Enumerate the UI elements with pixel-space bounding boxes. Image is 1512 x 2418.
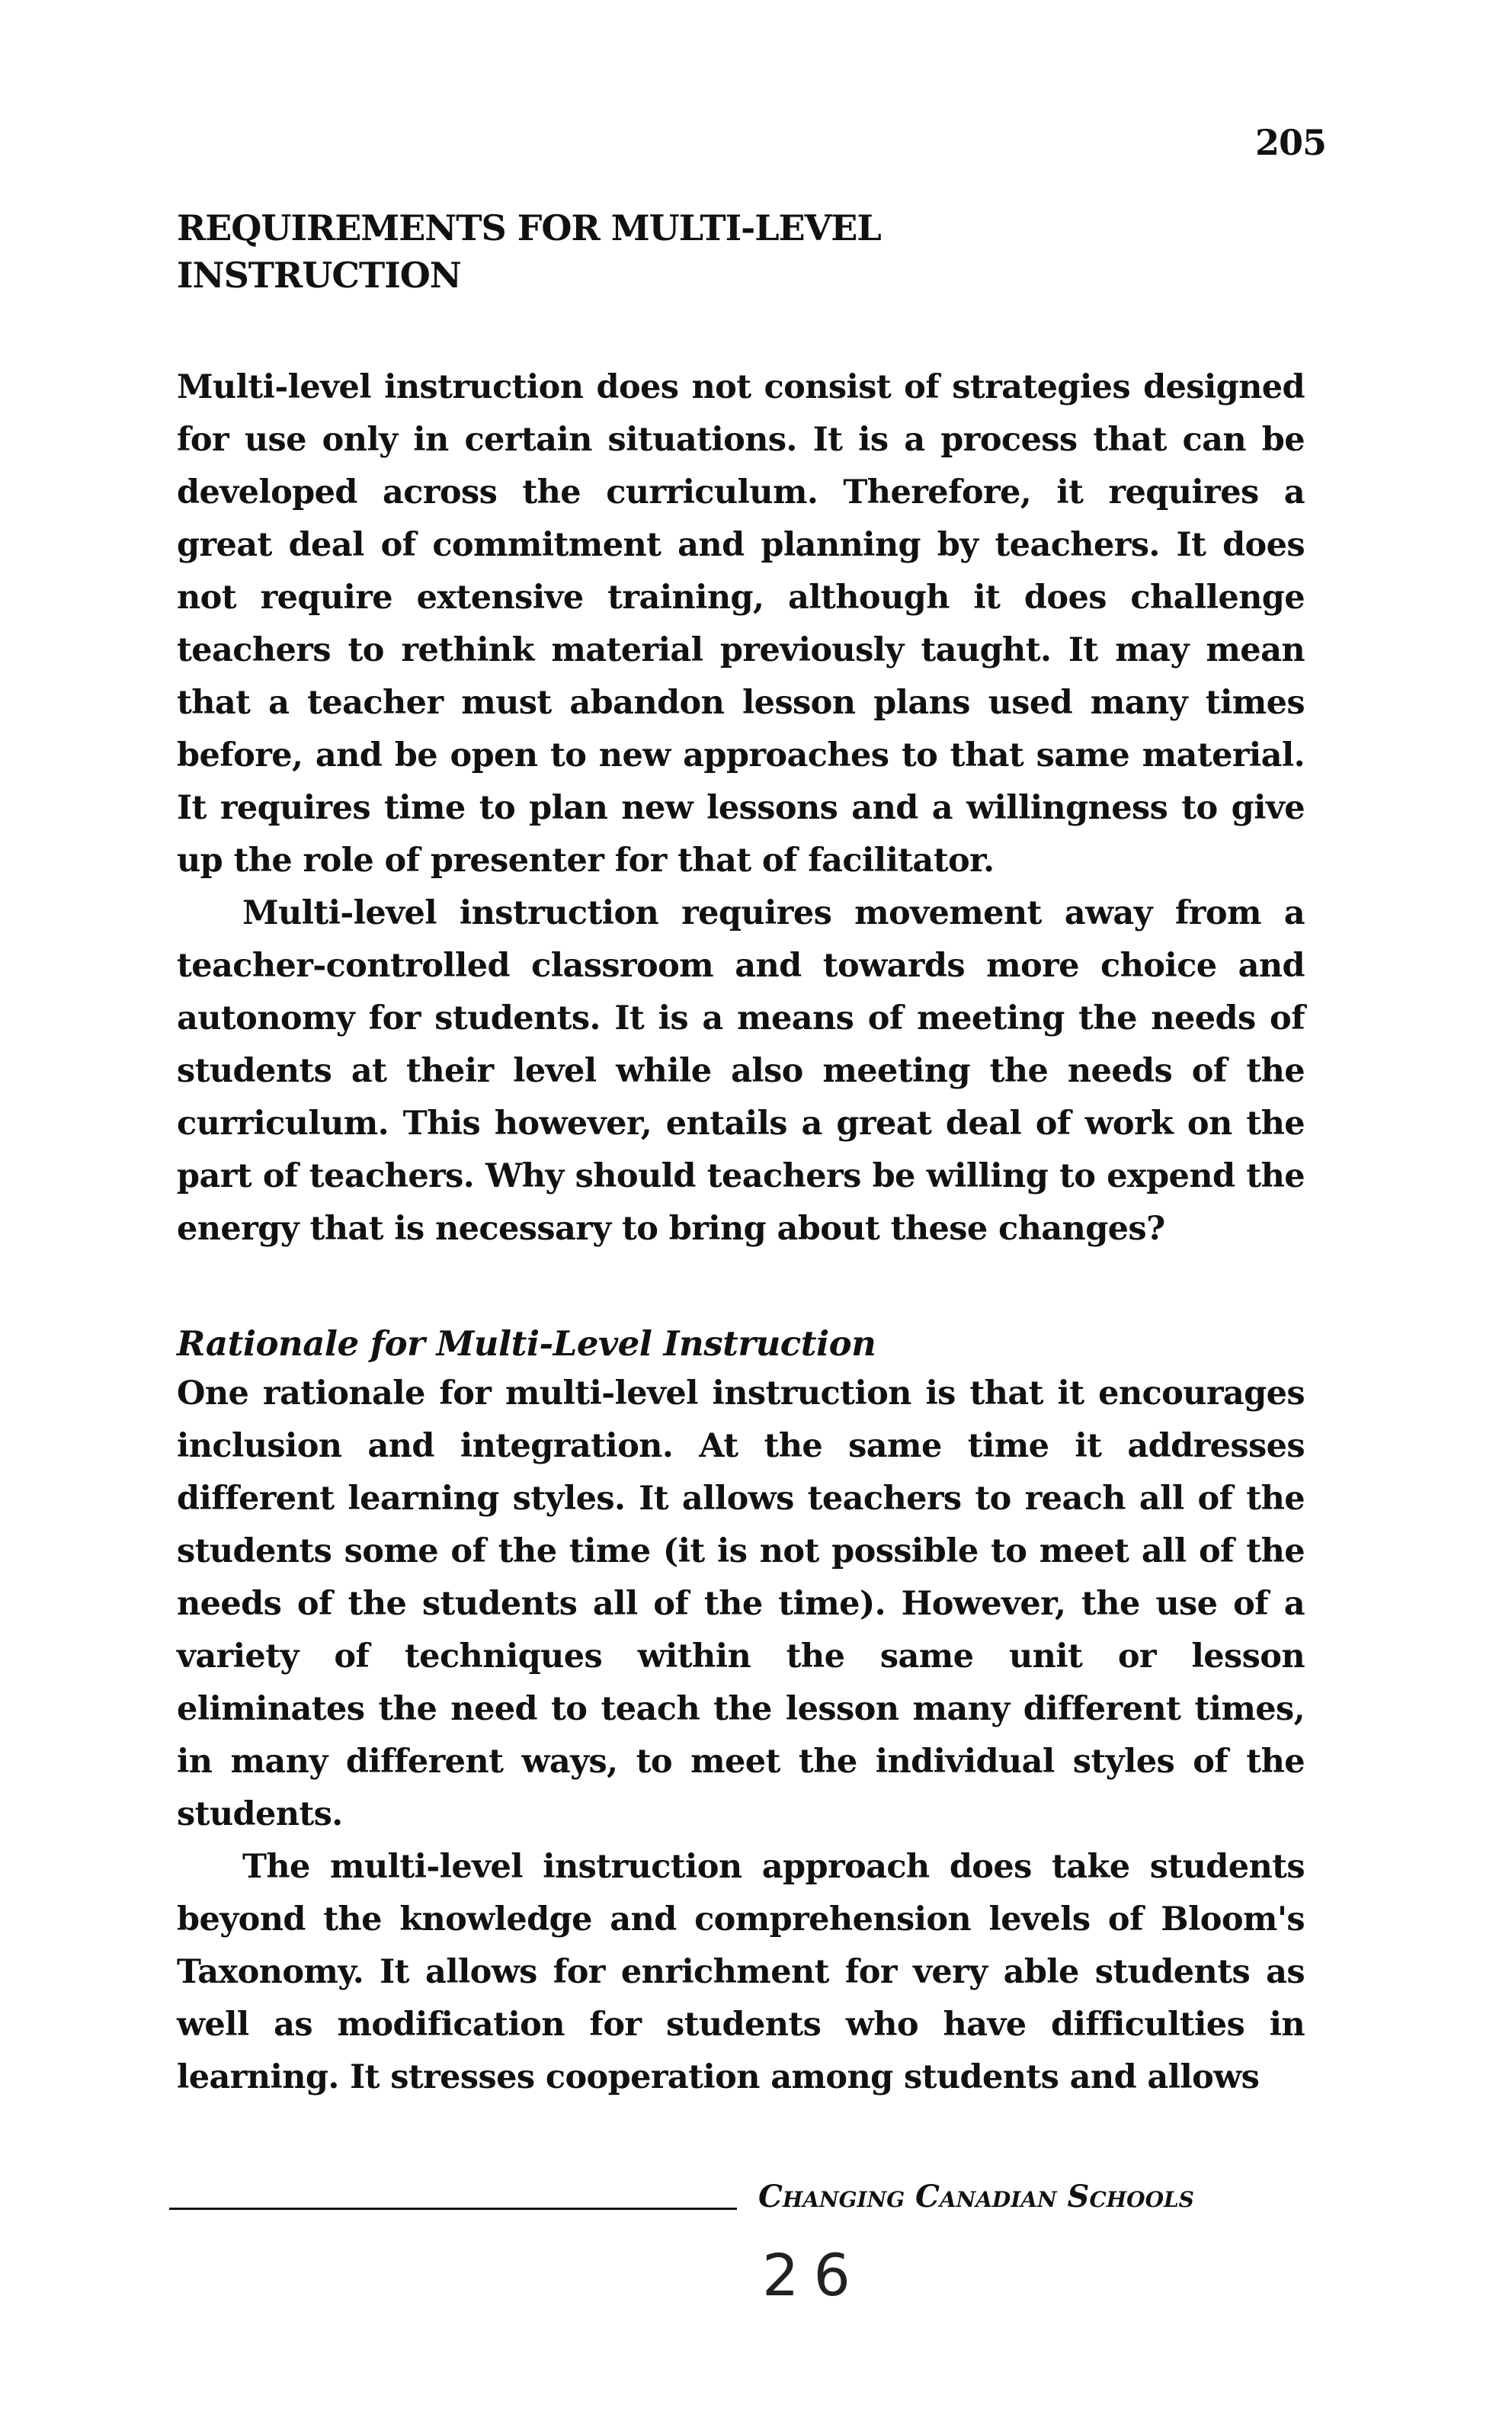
- page-number: 205: [1254, 122, 1326, 163]
- page-title: REQUIREMENTS FOR MULTI-LEVEL INSTRUCTION: [177, 207, 881, 296]
- section-body: [177, 1368, 1305, 2104]
- handwritten-stamp: 2 6: [762, 2241, 852, 2309]
- paragraph: One rationale for multi-level instruction is that it encourages inclusion and integration. At the same time it addresses different learning styles. It allows teachers to reach all of the students some of the time (it is not possible to meet all of the needs of the students all of the time). However, the use of a variety of techniques within the same unit or lesson eliminates the need to teach the lesson many different times, in many different ways, to meet the individual styles of the students.: [177, 1374, 1305, 1833]
- section-body: [177, 361, 1305, 1256]
- paragraph: Multi-level instruction does not consist of strategies designed for use only in certain situations. It is a process that can be developed across the curriculum. Therefore, it requires a great deal of commitment and planning by teachers. It does not require extensive training, although it does challenge teachers to rethink material previously taught. It may mean that a teacher must abandon lesson plans used many times before, and be open to new approaches to that same material. It requires time to plan new lessons and a willingness to give up the role of presenter for that of facilitator.: [177, 368, 1305, 880]
- paragraph: The multi-level instruction approach does take students beyond the knowledge and comprehension levels of Bloom's Taxonomy. It allows for enrichment for very able students as well as modification for students who have difficulties in learning. It stresses cooperation among students and allows: [177, 1848, 1305, 2096]
- footer-book-title: Changing Canadian Schools: [758, 2179, 1194, 2214]
- paragraph: Multi-level instruction requires movement away from a teacher-controlled classroom and towards more choice and autonomy for students. It is a means of meeting the needs of students at their level while also meeting the needs of the curriculum. This however, entails a great deal of work on the part of teachers. Why should teachers be willing to expend the energy that is necessary to bring about these changes?: [177, 894, 1305, 1248]
- section-heading: Rationale for Multi-Level Instruction: [177, 1323, 876, 1364]
- footer-rule: [169, 2208, 737, 2210]
